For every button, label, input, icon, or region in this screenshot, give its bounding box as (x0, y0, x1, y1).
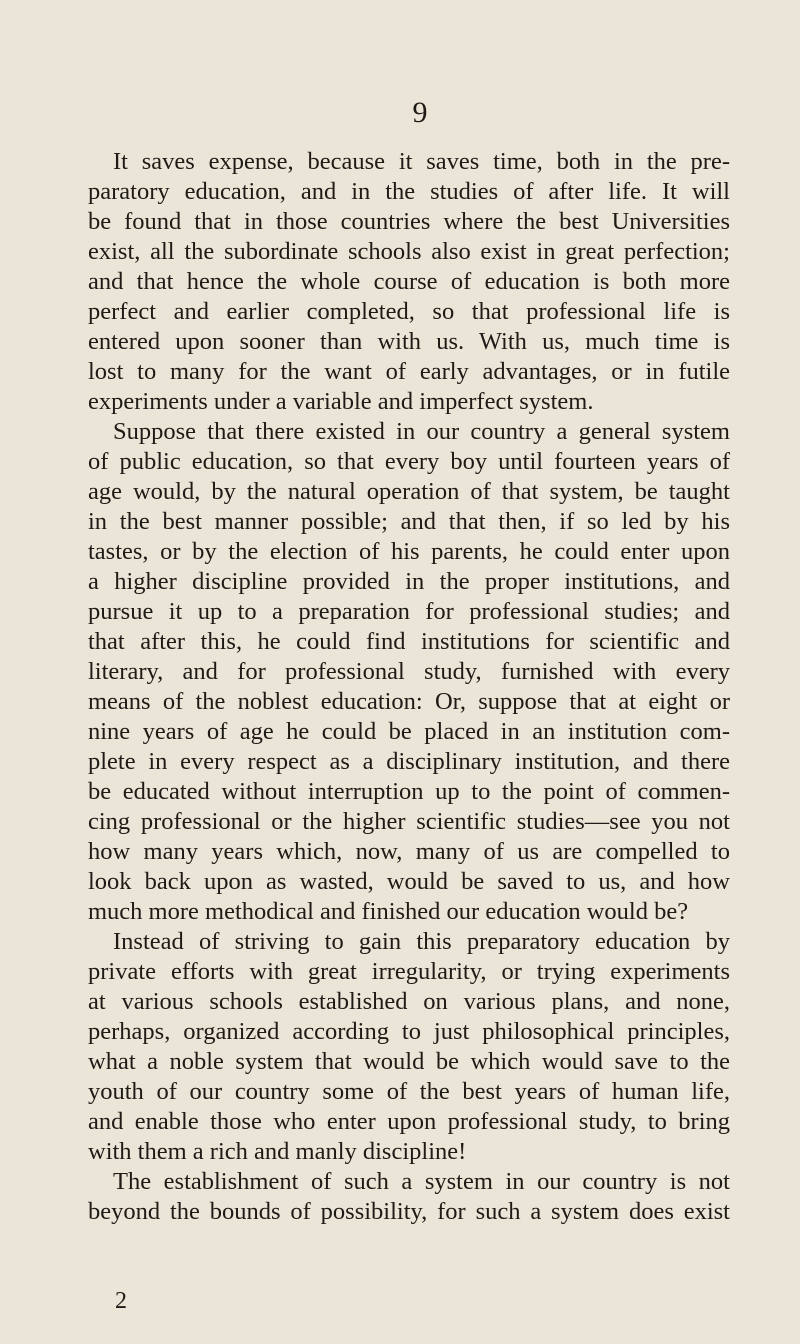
text-line: entered upon sooner than with us. With us, much time is (88, 328, 730, 355)
text-line: perhaps, organized according to just philosophical principles, (88, 1018, 730, 1045)
text-line: cing professional or the higher scientific studies—see you not (88, 808, 730, 835)
text-line: a higher discipline provided in the proper institutions, and (88, 568, 730, 595)
text-line: how many years which, now, many of us are compelled to (88, 838, 730, 865)
text-line: at various schools established on various plans, and none, (88, 988, 730, 1015)
text-line: tastes, or by the election of his parents, he could enter upon (88, 538, 730, 565)
text-line: beyond the bounds of possibility, for such a system does exist (88, 1198, 730, 1225)
text-line: be educated without interruption up to the point of commen- (88, 778, 730, 805)
text-line: what a noble system that would be which would save to the (88, 1048, 730, 1075)
text-line: and that hence the whole course of education is both more (88, 268, 730, 295)
text-line: lost to many for the want of early advantages, or in futile (88, 358, 730, 385)
text-line: and enable those who enter upon professional study, to bring (88, 1108, 730, 1135)
text-line: nine years of age he could be placed in an institution com- (88, 718, 730, 745)
signature-mark: 2 (115, 1288, 127, 1314)
text-line: Suppose that there existed in our country a general system (113, 418, 730, 445)
text-line: of public education, so that every boy until fourteen years of (88, 448, 730, 475)
text-line: private efforts with great irregularity, or trying experiments (88, 958, 730, 985)
text-line: age would, by the natural operation of that system, be taught (88, 478, 730, 505)
text-line: in the best manner possible; and that then, if so led by his (88, 508, 730, 535)
text-line: perfect and earlier completed, so that professional life is (88, 298, 730, 325)
page-number: 9 (412, 96, 428, 129)
text-line: exist, all the subordinate schools also exist in great perfection; (88, 238, 730, 265)
text-line: The establishment of such a system in our country is not (113, 1168, 730, 1195)
text-line: be found that in those countries where the best Universities (88, 208, 730, 235)
text-line: It saves expense, because it saves time, both in the pre- (113, 148, 730, 175)
text-line: literary, and for professional study, furnished with every (88, 658, 730, 685)
text-line: look back upon as wasted, would be saved to us, and how (88, 868, 730, 895)
text-line: youth of our country some of the best years of human life, (88, 1078, 730, 1105)
text-line: plete in every respect as a disciplinary institution, and there (88, 748, 730, 775)
text-line: means of the noblest education: Or, suppose that at eight or (88, 688, 730, 715)
text-line: much more methodical and finished our education would be? (88, 898, 689, 925)
text-line: Instead of striving to gain this preparatory education by (113, 928, 730, 955)
text-line: pursue it up to a preparation for professional studies; and (88, 598, 730, 625)
body-text (88, 147, 730, 1227)
text-line: with them a rich and manly discipline! (88, 1138, 467, 1165)
text-line: experiments under a variable and imperfect system. (88, 388, 594, 415)
text-line: paratory education, and in the studies of after life. It will (88, 178, 730, 205)
text-line: that after this, he could find institutions for scientific and (88, 628, 730, 655)
